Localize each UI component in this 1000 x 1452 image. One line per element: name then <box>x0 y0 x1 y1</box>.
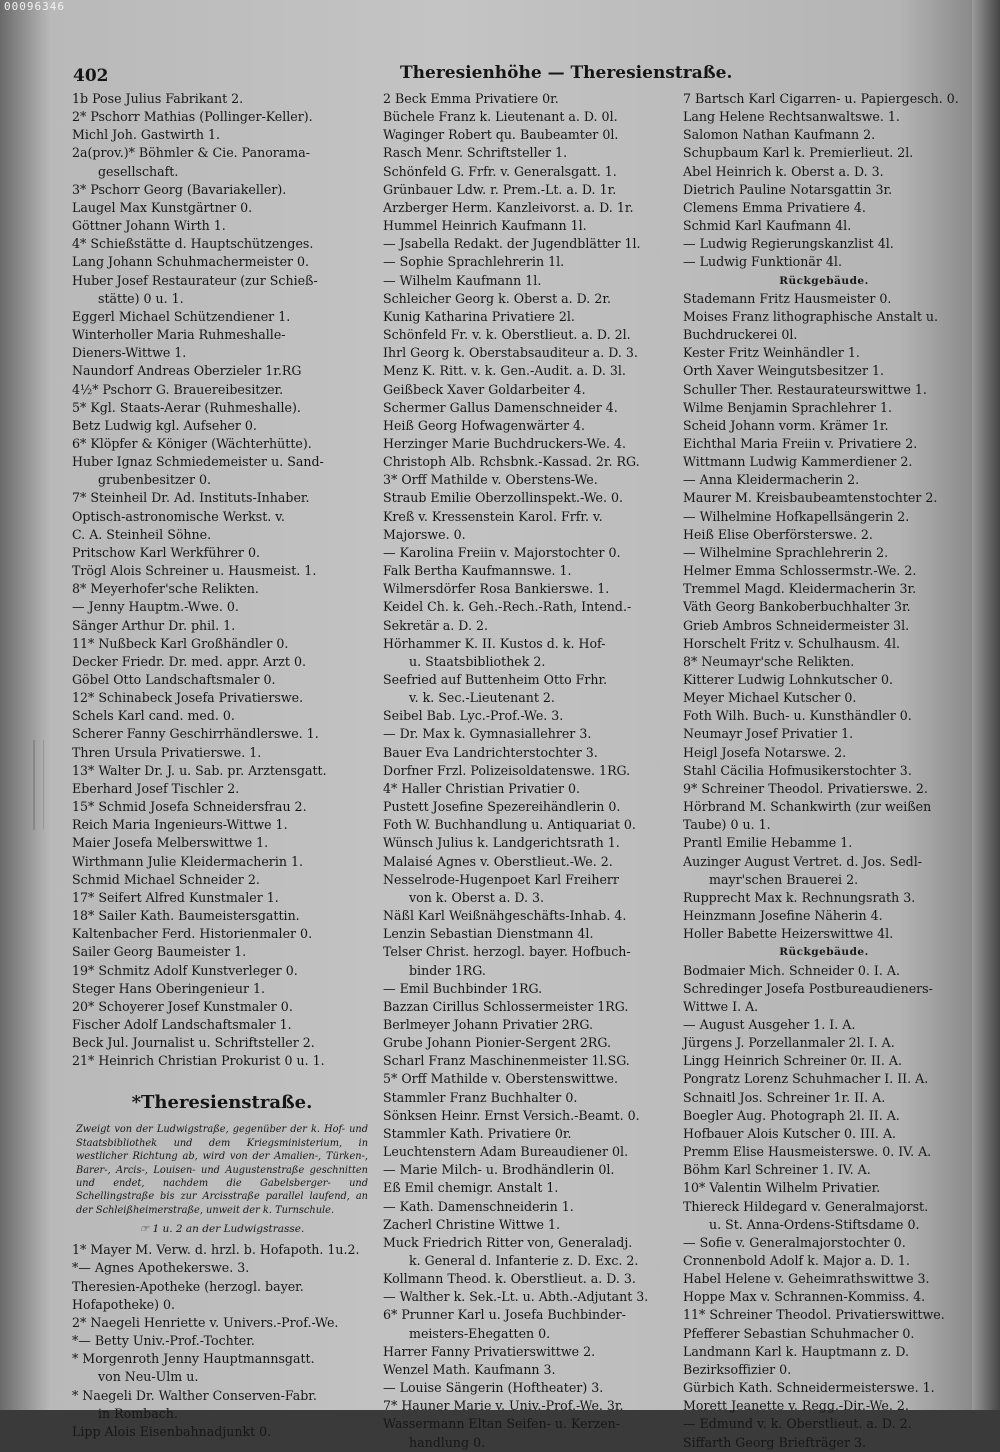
directory-entry: 13* Walter Dr. J. u. Sab. pr. Arztensgatt. <box>72 762 327 778</box>
directory-entry: 5* Kgl. Staats-Aerar (Ruhmeshalle). <box>72 399 301 415</box>
directory-entry: 5* Orff Mathilde v. Oberstenswittwe. <box>383 1071 618 1087</box>
directory-entry: Wenzel Math. Kaufmann 3. <box>383 1361 556 1377</box>
directory-entry: Telser Christ. herzogl. bayer. Hofbuch- <box>383 944 631 960</box>
directory-entry: Eichthal Maria Freiin v. Privatiere 2. <box>683 435 918 451</box>
directory-entry: Rupprecht Max k. Rechnungsrath 3. <box>683 889 916 905</box>
directory-entry: Kitterer Ludwig Lohnkutscher 0. <box>683 672 894 687</box>
directory-entry: Leuchtenstern Adam Bureaudiener 0l. <box>383 1144 629 1160</box>
directory-entry: 15* Schmid Josefa Schneidersfrau 2. <box>72 799 307 815</box>
directory-entry: 10* Valentin Wilhelm Privatier. <box>683 1180 881 1196</box>
directory-entry: Premm Elise Hausmeisterswe. 0. IV. A. <box>683 1144 932 1160</box>
directory-entry: Pongratz Lorenz Schuhmacher I. II. A. <box>683 1071 929 1087</box>
directory-entry: Betz Ludwig kgl. Aufseher 0. <box>72 417 257 433</box>
directory-entry: Stammler Franz Buchhalter 0. <box>383 1089 578 1105</box>
directory-entry: 7* Hauner Marie v. Univ.-Prof.-We. 3r. <box>383 1398 624 1414</box>
directory-entry: Buchdruckerei 0l. <box>683 327 798 343</box>
directory-entry: Maier Josefa Melberswittwe 1. <box>72 835 269 851</box>
directory-entry: Hoppe Max v. Schrannen-Kommiss. 4. <box>683 1289 926 1305</box>
directory-entry: — Ludwig Funktionär 4l. <box>683 254 842 270</box>
directory-entry: Cronnenbold Adolf k. Major a. D. 1. <box>683 1253 910 1268</box>
directory-entry: Stahl Cäcilia Hofmusikerstochter 3. <box>683 762 912 778</box>
directory-entry: 19* Schmitz Adolf Kunstverleger 0. <box>72 962 298 978</box>
directory-entry: 6* Prunner Karl u. Josefa Buchbinder- <box>383 1307 626 1323</box>
directory-entry: Beck Jul. Journalist u. Schriftsteller 2. <box>72 1035 315 1051</box>
directory-entry: Lenzin Sebastian Dienstmann 4l. <box>383 926 594 942</box>
directory-entry: * Naegeli Dr. Walther Conserven-Fabr. <box>72 1387 317 1403</box>
directory-entry: C. A. Steinheil Söhne. <box>72 526 212 542</box>
directory-entry: 11* Schreiner Theodol. Privatierswittwe. <box>683 1307 945 1323</box>
directory-entry: Tremmel Magd. Kleidermacherin 3r. <box>683 581 917 597</box>
directory-entry: Schönfeld Fr. v. k. Oberstlieut. a. D. 2l. <box>383 327 631 343</box>
directory-entry: 8* Neumayr'sche Relikten. <box>683 653 855 669</box>
directory-entry: Boegler Aug. Photograph 2l. II. A. <box>683 1107 900 1123</box>
directory-entry: Heigl Josefa Notarswe. 2. <box>683 744 847 760</box>
directory-entry: Salomon Nathan Kaufmann 2. <box>683 127 876 143</box>
directory-entry: Taube) 0 u. 1. <box>683 817 771 833</box>
directory-entry: v. k. Sec.-Lieutenant 2. <box>409 690 555 706</box>
directory-entry: Zacherl Christine Wittwe 1. <box>383 1216 560 1232</box>
directory-entry: Sailer Georg Baumeister 1. <box>72 944 247 960</box>
directory-entry: Schnaitl Jos. Schreiner 1r. II. A. <box>683 1089 886 1105</box>
directory-entry: Bazzan Cirillus Schlossermeister 1RG. <box>383 998 629 1014</box>
directory-entry: Kester Fritz Weinhändler 1. <box>683 345 860 361</box>
directory-entry: Horschelt Fritz v. Schulhausm. 4l. <box>683 635 900 651</box>
directory-entry: Bauer Eva Landrichterstochter 3. <box>383 744 598 760</box>
directory-entry: binder 1RG. <box>409 962 486 978</box>
directory-entry: in Rombach. <box>98 1405 178 1421</box>
directory-entry: Laugel Max Kunstgärtner 0. <box>72 199 253 215</box>
directory-entry: Rückgebäude. <box>779 946 869 959</box>
directory-entry: Muck Friedrich Ritter von, Generaladj. <box>383 1234 633 1250</box>
directory-entry: Scherer Fanny Geschirrhändlerswe. 1. <box>72 726 319 742</box>
directory-entry: Stammler Kath. Privatiere 0r. <box>383 1125 572 1141</box>
directory-entry: Göbel Otto Landschaftsmaler 0. <box>72 672 276 687</box>
directory-entry: Heiß Georg Hofwagenwärter 4. <box>383 417 586 433</box>
directory-entry: handlung 0. <box>409 1434 486 1450</box>
directory-entry: Meyer Michael Kutscher 0. <box>683 690 857 706</box>
column-1-tail-entries <box>72 1241 372 1441</box>
directory-entry: Schupbaum Karl k. Premierlieut. 2l. <box>683 145 914 161</box>
directory-entry: Rasch Menr. Schriftsteller 1. <box>383 145 568 161</box>
directory-entry: 2a(prov.)* Böhmler & Cie. Panorama- <box>72 145 311 161</box>
directory-entry: Berlmeyer Johann Privatier 2RG. <box>383 1016 594 1032</box>
directory-entry: Lang Helene Rechtsanwaltswe. 1. <box>683 109 900 125</box>
directory-entry: Naundorf Andreas Oberzieler 1r.RG <box>72 363 302 379</box>
directory-entry: Eß Emil chemigr. Anstalt 1. <box>383 1180 559 1196</box>
directory-entry: Pritschow Karl Werkführer 0. <box>72 544 260 560</box>
directory-entry: Abel Heinrich k. Oberst a. D. 3. <box>683 163 884 179</box>
directory-entry: — Wilhelmine Hofkapellsängerin 2. <box>683 508 910 524</box>
directory-entry: Ihrl Georg k. Oberstabsauditeur a. D. 3. <box>383 345 638 361</box>
directory-entry: Huber Ignaz Schmiedemeister u. Sand- <box>72 454 324 470</box>
directory-entry: Wirthmann Julie Kleidermacherin 1. <box>72 853 303 869</box>
directory-entry: Foth W. Buchhandlung u. Antiquariat 0. <box>383 817 636 833</box>
directory-entry: — Emil Buchbinder 1RG. <box>383 980 543 996</box>
directory-entry: Siffarth Georg Briefträger 3. <box>683 1434 867 1450</box>
directory-entry: 17* Seifert Alfred Kunstmaler 1. <box>72 889 279 905</box>
directory-entry: — Kath. Damenschneiderin 1. <box>383 1198 574 1214</box>
directory-entry: Lang Johann Schuhmachermeister 0. <box>72 254 310 270</box>
directory-entry: Thiereck Hildegard v. Generalmajorst. <box>683 1198 929 1214</box>
directory-entry: Kollmann Theod. k. Oberstlieut. a. D. 3. <box>383 1271 636 1287</box>
directory-entry: Auzinger August Vertret. d. Jos. Sedl- <box>683 853 923 869</box>
directory-entry: — Walther k. Sek.-Lt. u. Abth.-Adjutant 3. <box>383 1289 649 1305</box>
frame-id: 00096346 <box>4 0 65 13</box>
directory-entry: 12* Schinabeck Josefa Privatierswe. <box>72 690 304 706</box>
directory-entry: von k. Oberst a. D. 3. <box>409 889 545 905</box>
directory-entry: — Louise Sängerin (Hoftheater) 3. <box>383 1380 604 1396</box>
directory-entry: Malaisé Agnes v. Oberstlieut.-We. 2. <box>383 853 613 869</box>
directory-entry: — Sofie v. Generalmajorstochter 0. <box>683 1234 906 1250</box>
directory-entry: Schleicher Georg k. Oberst a. D. 2r. <box>383 290 611 306</box>
directory-entry: — August Ausgeher 1. I. A. <box>683 1016 856 1032</box>
directory-entry: Moises Franz lithographische Anstalt u. <box>683 308 939 324</box>
directory-entry: Schermer Gallus Damenschneider 4. <box>383 399 618 415</box>
directory-entry: Schredinger Josefa Postbureaudieners- <box>683 980 933 996</box>
directory-entry: 1* Mayer M. Verw. d. hrzl. b. Hofapoth. 1u.2. <box>72 1242 360 1258</box>
directory-entry: Holler Babette Heizerswittwe 4l. <box>683 926 894 942</box>
directory-entry: Dorfner Frzl. Polizeisoldatenswe. 1RG. <box>383 762 631 778</box>
directory-entry: Orth Xaver Weingutsbesitzer 1. <box>683 363 884 379</box>
directory-entry: 1b Pose Julius Fabrikant 2. <box>72 91 244 106</box>
directory-entry: grubenbesitzer 0. <box>98 472 212 488</box>
street-title: *Theresienstraße. <box>131 1092 313 1114</box>
directory-entry: Sänger Arthur Dr. phil. 1. <box>72 617 236 633</box>
directory-entry: Wünsch Julius k. Landgerichtsrath 1. <box>383 835 620 851</box>
directory-entry: stätte) 0 u. 1. <box>98 290 184 306</box>
directory-entry: Neumayr Josef Privatier 1. <box>683 726 854 742</box>
directory-entry: 7 Bartsch Karl Cigarren- u. Papiergesch. 0. <box>683 91 959 106</box>
directory-entry: Näßl Karl Weißnähgeschäfts-Inhab. 4. <box>383 908 627 924</box>
directory-entry: Dieners-Wittwe 1. <box>72 345 187 361</box>
directory-entry: — Jenny Hauptm.-Wwe. 0. <box>72 599 239 615</box>
directory-entry: Väth Georg Bankoberbuchhalter 3r. <box>683 599 911 615</box>
directory-entry: Clemens Emma Privatiere 4. <box>683 199 866 215</box>
directory-entry: Wilme Benjamin Sprachlehrer 1. <box>683 399 892 415</box>
directory-entry: 8* Meyerhofer'sche Relikten. <box>72 581 259 597</box>
directory-entry: Huber Josef Restaurateur (zur Schieß- <box>72 272 318 288</box>
directory-entry: Menz K. Ritt. v. k. Gen.-Audit. a. D. 3l. <box>383 363 626 379</box>
directory-entry: 2 Beck Emma Privatiere 0r. <box>383 91 559 106</box>
directory-entry: Grube Johann Pionier-Sergent 2RG. <box>383 1035 612 1051</box>
directory-entry: Seefried auf Buttenheim Otto Frhr. <box>383 672 608 687</box>
directory-entry: Fischer Adolf Landschaftsmaler 1. <box>72 1016 292 1032</box>
directory-entry: Trögl Alois Schreiner u. Hausmeist. 1. <box>72 563 317 579</box>
directory-entry: mayr'schen Brauerei 2. <box>709 871 859 887</box>
directory-entry: Hörhammer K. II. Kustos d. k. Hof- <box>383 635 606 651</box>
directory-entry: Jürgens J. Porzellanmaler 2l. I. A. <box>683 1035 895 1051</box>
directory-entry: Seibel Bab. Lyc.-Prof.-We. 3. <box>383 708 564 724</box>
directory-entry: Lingg Heinrich Schreiner 0r. II. A. <box>683 1053 903 1069</box>
directory-entry: Majorswe. 0. <box>383 526 466 542</box>
column-2 <box>383 90 673 1452</box>
directory-entry: 6* Klöpfer & Königer (Wächterhütte). <box>72 435 312 451</box>
directory-entry: Theresien-Apotheke (herzogl. bayer. <box>72 1278 304 1294</box>
directory-entry: 4* Haller Christian Privatier 0. <box>383 780 581 796</box>
directory-entry: Helmer Emma Schlossermstr.-We. 2. <box>683 563 917 579</box>
directory-entry: Straub Emilie Oberzollinspekt.-We. 0. <box>383 490 623 506</box>
directory-entry: u. St. Anna-Ordens-Stiftsdame 0. <box>709 1216 920 1232</box>
directory-entry: Gürbich Kath. Schneidermeisterswe. 1. <box>683 1380 935 1396</box>
directory-entry: k. General d. Infanterie z. D. Exc. 2. <box>409 1253 639 1268</box>
directory-entry: 4* Schießstätte d. Hauptschützenges. <box>72 236 314 252</box>
directory-entry: Wassermann Eltan Seifen- u. Kerzen- <box>383 1416 621 1432</box>
directory-entry: — Marie Milch- u. Brodhändlerin 0l. <box>383 1162 615 1178</box>
directory-entry: 9* Schreiner Theodol. Privatierswe. 2. <box>683 780 928 796</box>
directory-entry: 21* Heinrich Christian Prokurist 0 u. 1. <box>72 1053 325 1069</box>
directory-entry: — Jsabella Redakt. der Jugendblätter 1l. <box>383 236 641 252</box>
directory-entry: Thren Ursula Privatierswe. 1. <box>72 744 262 760</box>
directory-entry: Maurer M. Kreisbaubeamtenstochter 2. <box>683 490 938 506</box>
directory-entry: Grünbauer Ldw. r. Prem.-Lt. a. D. 1r. <box>383 181 617 197</box>
directory-entry: Waginger Robert qu. Baubeamter 0l. <box>383 127 619 143</box>
directory-entry: Sönksen Heinr. Ernst Versich.-Beamt. 0. <box>383 1107 640 1123</box>
column-1-entries <box>72 90 372 1070</box>
directory-entry: Pustett Josefine Spezereihändlerin 0. <box>383 799 621 815</box>
directory-entry: Arzberger Herm. Kanzleivorst. a. D. 1r. <box>383 199 634 215</box>
directory-entry: Habel Helene v. Geheimrathswittwe 3. <box>683 1271 930 1287</box>
directory-entry: Scharl Franz Maschinenmeister 1l.SG. <box>383 1053 630 1069</box>
directory-entry: Falk Bertha Kaufmannswe. 1. <box>383 563 572 579</box>
directory-entry: Grieb Ambros Schneidermeister 3l. <box>683 617 910 633</box>
page-edge-shadow <box>972 0 1000 1410</box>
directory-entry: — Wilhelm Kaufmann 1l. <box>383 272 542 288</box>
directory-entry: Rückgebäude. <box>779 274 869 287</box>
directory-entry: 7* Steinheil Dr. Ad. Instituts-Inhaber. <box>72 490 310 506</box>
directory-entry: Christoph Alb. Rchsbnk.-Kassad. 2r. RG. <box>383 454 640 470</box>
directory-entry: Heinzmann Josefine Näherin 4. <box>683 908 883 924</box>
directory-entry: — Edmund v. k. Oberstlieut. a. D. 2. <box>683 1416 912 1432</box>
directory-entry: Morett Jeanette v. Regg.-Dir.-We. 2. <box>683 1398 909 1414</box>
running-head: Theresienhöhe — Theresienstraße. <box>400 63 733 83</box>
directory-entry: — Wilhelmine Sprachlehrerin 2. <box>683 544 889 560</box>
directory-entry: 3* Pschorr Georg (Bavariakeller). <box>72 181 287 197</box>
paper-fold <box>33 740 44 830</box>
directory-entry: * Morgenroth Jenny Hauptmannsgatt. <box>72 1351 315 1367</box>
street-description: Zweigt von der Ludwigstraße, gegenüber der k. Hof- und Staatsbibliothek und dem Kriegsministerium, in westlicher Richtung ab, wird von der Amalien-, Türken-, Barer-, Arcis-, Louisen- und Augustenstraße geschnitten und endet, nachdem die Gabelsberger- und Schellingstraße bis zur Arcisstraße parallel laufend, an der Schleißheimerstraße, unweit der k. Turnschule. <box>76 1124 368 1216</box>
directory-entry: Hofapotheke) 0. <box>72 1296 176 1312</box>
directory-entry: Sekretär a. D. 2. <box>383 617 488 633</box>
directory-entry: 18* Sailer Kath. Baumeistersgattin. <box>72 908 300 924</box>
directory-entry: Wilmersdörfer Rosa Bankierswe. 1. <box>383 581 610 597</box>
directory-entry: Bodmaier Mich. Schneider 0. I. A. <box>683 962 900 978</box>
directory-entry: — Karolina Freiin v. Majorstochter 0. <box>383 544 621 560</box>
directory-entry: Wittmann Ludwig Kammerdiener 2. <box>683 454 913 470</box>
directory-entry: Geißbeck Xaver Goldarbeiter 4. <box>383 381 586 397</box>
page-number: 402 <box>73 66 109 86</box>
directory-entry: gesellschaft. <box>98 163 179 179</box>
directory-entry: Hofbauer Alois Kutscher 0. III. A. <box>683 1125 897 1141</box>
directory-entry: Steger Hans Oberingenieur 1. <box>72 980 266 996</box>
directory-entry: Herzinger Marie Buchdruckers-We. 4. <box>383 435 626 451</box>
directory-entry: Scheid Johann vorm. Krämer 1r. <box>683 417 889 433</box>
directory-entry: 2* Pschorr Mathias (Pollinger-Keller). <box>72 109 313 125</box>
directory-entry: Eggerl Michael Schützendiener 1. <box>72 308 291 324</box>
directory-entry: 20* Schoyerer Josef Kunstmaler 0. <box>72 998 293 1014</box>
directory-entry: Landmann Karl k. Hauptmann z. D. <box>683 1343 910 1359</box>
directory-entry: *— Agnes Apothekerswe. 3. <box>72 1260 250 1276</box>
directory-entry: Bezirksoffizier 0. <box>683 1361 792 1377</box>
directory-entry: — Anna Kleidermacherin 2. <box>683 472 860 488</box>
directory-entry: Pfefferer Sebastian Schuhmacher 0. <box>683 1325 915 1341</box>
directory-entry: Stademann Fritz Hausmeister 0. <box>683 290 892 306</box>
directory-entry: Dietrich Pauline Notarsgattin 3r. <box>683 181 893 197</box>
directory-entry: Winterholler Maria Ruhmeshalle- <box>72 327 286 343</box>
directory-entry: Kunig Katharina Privatiere 2l. <box>383 308 575 324</box>
column-3 <box>683 90 965 1452</box>
directory-entry: Kreß v. Kressenstein Karol. Frfr. v. <box>383 508 603 524</box>
directory-entry: — Ludwig Regierungskanzlist 4l. <box>683 236 894 252</box>
directory-entry: Schmid Michael Schneider 2. <box>72 871 260 887</box>
directory-entry: 11* Nußbeck Karl Großhändler 0. <box>72 635 289 651</box>
directory-entry: Optisch-astronomische Werkst. v. <box>72 508 285 524</box>
directory-entry: Schmid Karl Kaufmann 4l. <box>683 218 852 234</box>
directory-entry: Kaltenbacher Ferd. Historienmaler 0. <box>72 926 313 942</box>
directory-entry: Böhm Karl Schreiner 1. IV. A. <box>683 1162 871 1178</box>
directory-entry: Schönfeld G. Frfr. v. Generalsgatt. 1. <box>383 163 617 179</box>
directory-entry: Wittwe I. A. <box>683 998 759 1014</box>
directory-entry: 3* Orff Mathilde v. Oberstens-We. <box>383 472 598 488</box>
directory-entry: — Sophie Sprachlehrerin 1l. <box>383 254 565 270</box>
directory-entry: *— Betty Univ.-Prof.-Tochter. <box>72 1333 255 1349</box>
directory-entry: 4½* Pschorr G. Brauereibesitzer. <box>72 381 284 397</box>
directory-entry: Harrer Fanny Privatierswittwe 2. <box>383 1343 596 1359</box>
column-1 <box>72 90 372 1441</box>
directory-entry: Foth Wilh. Buch- u. Kunsthändler 0. <box>683 708 912 724</box>
directory-entry: — Dr. Max k. Gymnasiallehrer 3. <box>383 726 592 742</box>
directory-entry: Schuller Ther. Restaurateurswittwe 1. <box>683 381 927 397</box>
directory-entry: von Neu-Ulm u. <box>98 1369 199 1385</box>
directory-entry: Reich Maria Ingenieurs-Wittwe 1. <box>72 817 288 833</box>
directory-entry: Keidel Ch. k. Geh.-Rech.-Rath, Intend.- <box>383 599 632 615</box>
directory-entry: Eberhard Josef Tischler 2. <box>72 780 240 796</box>
directory-entry: Michl Joh. Gastwirth 1. <box>72 127 220 143</box>
directory-entry: u. Staatsbibliothek 2. <box>409 653 546 669</box>
directory-entry: Heiß Elise Oberförsterswe. 2. <box>683 526 873 542</box>
directory-entry: Hörbrand M. Schankwirth (zur weißen <box>683 799 932 815</box>
directory-entry: meisters-Ehegatten 0. <box>409 1325 551 1341</box>
directory-entry: Nesselrode-Hugenpoet Karl Freiherr <box>383 871 619 887</box>
directory-entry: 2* Naegeli Henriette v. Univers.-Prof.-We. <box>72 1314 339 1330</box>
directory-entry: Hummel Heinrich Kaufmann 1l. <box>383 218 587 234</box>
directory-entry: Büchele Franz k. Lieutenant a. D. 0l. <box>383 109 618 125</box>
directory-entry: Lipp Alois Eisenbahnadjunkt 0. <box>72 1423 272 1439</box>
directory-entry: Decker Friedr. Dr. med. appr. Arzt 0. <box>72 653 306 669</box>
directory-entry: Göttner Johann Wirth 1. <box>72 218 226 234</box>
directory-entry: Prantl Emilie Hebamme 1. <box>683 835 853 851</box>
directory-entry: Schels Karl cand. med. 0. <box>72 708 235 724</box>
street-note: ☞ 1 u. 2 an der Ludwigstrasse. <box>139 1223 305 1236</box>
